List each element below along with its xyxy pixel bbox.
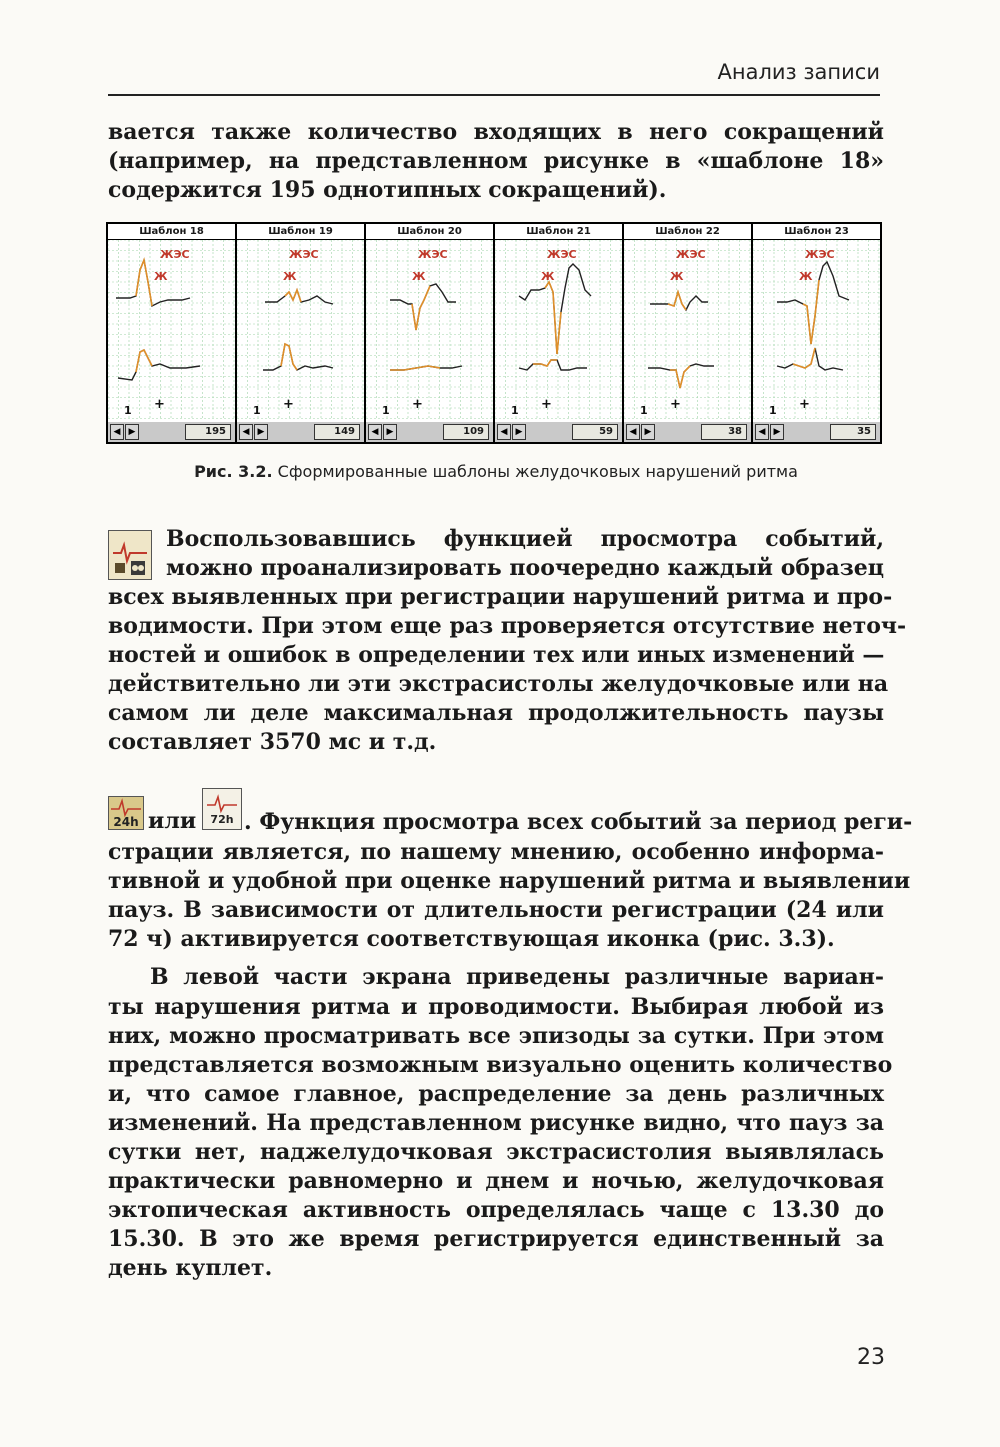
template-title: Шаблон 20 xyxy=(366,224,493,240)
text-line: тивной и удобной при оценке нарушений ритма и выявлении xyxy=(108,868,911,894)
template-panel xyxy=(366,224,493,442)
ecg-template-chart xyxy=(366,240,493,420)
template-panel xyxy=(624,224,751,442)
template-panel xyxy=(108,224,235,442)
template-title: Шаблон 23 xyxy=(753,224,880,240)
prev-arrow-icon[interactable]: ◀ xyxy=(497,424,511,440)
text-line: самом ли деле максимальная продолжительность паузы xyxy=(108,700,884,726)
running-head: Анализ записи xyxy=(717,60,880,84)
template-controls xyxy=(237,422,364,442)
text-line: них, можно просматривать все эпизоды за сутки. При этом xyxy=(108,1023,884,1049)
template-title: Шаблон 18 xyxy=(108,224,235,240)
template-marker-1: 1 xyxy=(124,404,132,417)
template-panel xyxy=(495,224,622,442)
prev-arrow-icon[interactable]: ◀ xyxy=(626,424,640,440)
template-marker-plus: + xyxy=(154,397,165,412)
paragraph-2-rest xyxy=(108,583,907,757)
paragraph-3-first xyxy=(244,808,913,837)
text-line: (например, на представленном рисунке в «шаблоне 18» xyxy=(108,148,884,174)
text-line: всех выявленных при регистрации нарушений ритма и про- xyxy=(108,584,893,610)
template-marker-plus: + xyxy=(799,397,810,412)
template-label-top: ЖЭС xyxy=(289,248,319,261)
icon-24h-label: 24h xyxy=(113,815,139,829)
template-marker-plus: + xyxy=(541,397,552,412)
text-line: эктопическая активность определялась чаще с 13.30 до xyxy=(108,1197,884,1223)
template-label-top: ЖЭС xyxy=(160,248,190,261)
paragraph-2-first xyxy=(166,525,884,583)
ecg-templates-figure xyxy=(106,222,882,444)
text-line: действительно ли эти экстрасистолы желудочковые или на xyxy=(108,671,889,697)
template-panel xyxy=(237,224,364,442)
template-label-top: ЖЭС xyxy=(547,248,577,261)
ecg-wave-upper xyxy=(116,260,190,306)
text-line: Воспользовавшись функцией просмотра событий, xyxy=(166,526,884,552)
template-label-top: ЖЭС xyxy=(676,248,706,261)
text-line: ностей и ошибок в определении тех или иных изменений — xyxy=(108,642,885,668)
next-arrow-icon[interactable]: ▶ xyxy=(125,424,139,440)
text-line: день куплет. xyxy=(108,1255,273,1281)
ecg-wave-upper xyxy=(519,264,591,354)
template-count: 35 xyxy=(830,424,876,440)
template-count: 59 xyxy=(572,424,618,440)
ecg-wave-highlight xyxy=(285,290,301,302)
next-arrow-icon[interactable]: ▶ xyxy=(770,424,784,440)
text-line: пауз. В зависимости от длительности регистрации (24 или xyxy=(108,897,884,923)
prev-arrow-icon[interactable]: ◀ xyxy=(239,424,253,440)
paragraph-4-rest xyxy=(108,993,893,1283)
template-controls xyxy=(495,422,622,442)
events-view-icon xyxy=(108,530,152,580)
text-line: . Функция просмотра всех событий за период реги- xyxy=(244,809,913,835)
header-rule xyxy=(108,94,880,96)
next-arrow-icon[interactable]: ▶ xyxy=(641,424,655,440)
template-marker-1: 1 xyxy=(382,404,390,417)
ecg-wave-highlight xyxy=(136,260,152,306)
template-label-top: ЖЭС xyxy=(418,248,448,261)
text-line: страции является, по нашему мнению, особенно информа- xyxy=(108,839,884,865)
text-line: можно проанализировать поочередно каждый образец xyxy=(166,555,884,581)
figure-caption xyxy=(108,462,884,481)
ecg-wave-highlight xyxy=(136,350,152,372)
text-line: В левой части экрана приведены различные вариан- xyxy=(150,964,884,990)
next-arrow-icon[interactable]: ▶ xyxy=(254,424,268,440)
icon-72h-label: 72h xyxy=(210,813,234,826)
text-line: изменений. На представленном рисунке видно, что пауз за xyxy=(108,1110,884,1136)
text-line: 72 ч) активируется соответствующая иконка (рис. 3.3). xyxy=(108,926,835,952)
next-arrow-icon[interactable]: ▶ xyxy=(383,424,397,440)
ecg-wave-highlight xyxy=(668,292,686,310)
template-title: Шаблон 21 xyxy=(495,224,622,240)
template-count: 149 xyxy=(314,424,360,440)
template-count: 109 xyxy=(443,424,489,440)
caption-label: Рис. 3.2. xyxy=(194,462,273,481)
ecg-template-chart xyxy=(753,240,880,420)
ecg-wave-lower xyxy=(777,348,843,370)
template-label-mid: Ж xyxy=(541,270,555,283)
template-marker-1: 1 xyxy=(511,404,519,417)
or-word: или xyxy=(148,808,197,834)
text-line: вается также количество входящих в него сокращений xyxy=(108,119,884,145)
ecg-template-chart xyxy=(624,240,751,420)
template-controls xyxy=(624,422,751,442)
ecg-template-chart xyxy=(495,240,622,420)
prev-arrow-icon[interactable]: ◀ xyxy=(110,424,124,440)
ecg-wave-upper xyxy=(390,284,456,330)
text-line: водимости. При этом еще раз проверяется отсутствие неточ- xyxy=(108,613,907,639)
paragraph-1 xyxy=(108,118,884,205)
prev-arrow-icon[interactable]: ◀ xyxy=(755,424,769,440)
ecg-template-chart xyxy=(237,240,364,420)
ecg-wave-highlight xyxy=(533,360,557,366)
template-marker-1: 1 xyxy=(640,404,648,417)
template-controls xyxy=(108,422,235,442)
text-line: ты нарушения ритма и проводимости. Выбирая любой из xyxy=(108,994,884,1020)
ecg-wave-lower xyxy=(118,350,200,380)
template-label-mid: Ж xyxy=(799,270,813,283)
text-line: и, что самое главное, распределение за день различных xyxy=(108,1081,884,1107)
page-number: 23 xyxy=(857,1345,885,1370)
template-marker-plus: + xyxy=(283,397,294,412)
template-marker-1: 1 xyxy=(769,404,777,417)
template-title: Шаблон 19 xyxy=(237,224,364,240)
ecg-template-chart xyxy=(108,240,235,420)
template-label-mid: Ж xyxy=(283,270,297,283)
prev-arrow-icon[interactable]: ◀ xyxy=(368,424,382,440)
text-line: представляется возможным визуально оценить количество xyxy=(108,1052,893,1078)
template-count: 38 xyxy=(701,424,747,440)
template-marker-1: 1 xyxy=(253,404,261,417)
text-line: практически равномерно и днем и ночью, желудочковая xyxy=(108,1168,884,1194)
template-controls xyxy=(753,422,880,442)
template-count: 195 xyxy=(185,424,231,440)
template-marker-plus: + xyxy=(412,397,423,412)
template-marker-plus: + xyxy=(670,397,681,412)
paragraph-4-first xyxy=(150,963,884,992)
caption-text: Сформированные шаблоны желудочковых нарушений ритма xyxy=(277,462,798,481)
text-line: 15.30. В это же время регистрируется единственный за xyxy=(108,1226,884,1252)
text-line: сутки нет, наджелудочковая экстрасистолия выявлялась xyxy=(108,1139,884,1165)
ecg-wave-highlight xyxy=(793,348,815,368)
text-line: содержится 195 однотипных сокращений). xyxy=(108,177,667,203)
template-title: Шаблон 22 xyxy=(624,224,751,240)
ecg-wave-lower xyxy=(519,360,587,370)
view-24h-icon xyxy=(108,796,144,830)
template-label-mid: Ж xyxy=(670,270,684,283)
view-72h-icon xyxy=(202,788,242,830)
template-controls xyxy=(366,422,493,442)
paragraph-3-rest xyxy=(108,838,911,954)
template-panel xyxy=(753,224,880,442)
next-arrow-icon[interactable]: ▶ xyxy=(512,424,526,440)
template-label-mid: Ж xyxy=(154,270,168,283)
template-label-mid: Ж xyxy=(412,270,426,283)
text-line: составляет 3570 мс и т.д. xyxy=(108,729,437,755)
template-label-top: ЖЭС xyxy=(805,248,835,261)
